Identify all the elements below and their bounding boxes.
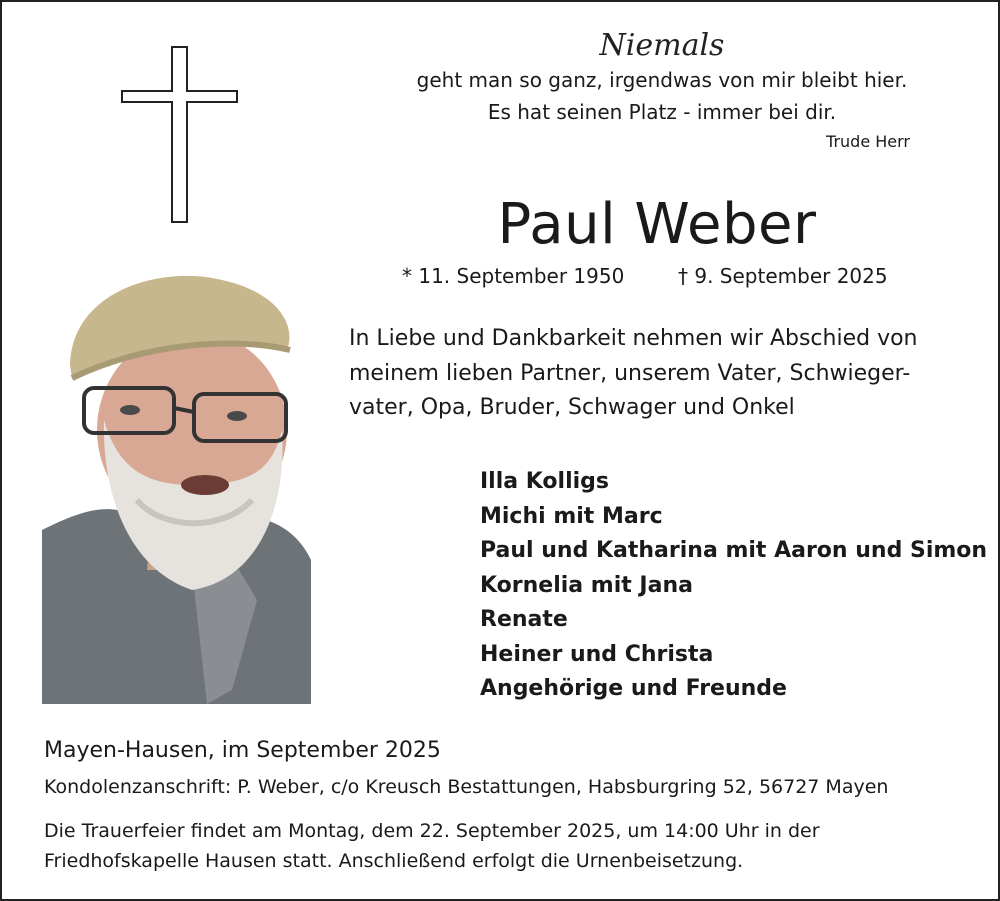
death-date: † 9. September 2025 (678, 264, 888, 288)
birth-date: * 11. September 1950 (402, 264, 625, 288)
intro-line: meinem lieben Partner, unserem Vater, Schwieger- (349, 360, 911, 386)
intro-text (349, 322, 969, 426)
intro-line: In Liebe und Dankbarkeit nehmen wir Abschied von (349, 326, 918, 351)
ceremony-info (44, 816, 820, 876)
intro-line: vater, Opa, Bruder, Schwager und Onkel (349, 395, 795, 420)
deceased-name: Paul Weber (497, 192, 817, 257)
mourner-name: Michi mit Marc (480, 503, 663, 529)
mourner-name: Renate (480, 607, 568, 632)
cross-icon (121, 46, 239, 224)
quote-author: Trude Herr (826, 132, 910, 151)
quote-line-1: geht man so ganz, irgendwas von mir bleibt hier. (416, 68, 908, 92)
mourner-name: Kornelia mit Jana (480, 572, 693, 598)
portrait-photo (42, 270, 311, 704)
ceremony-line: Friedhofskapelle Hausen statt. Anschließend erfolgt die Urnenbeisetzung. (44, 850, 744, 872)
mourner-name: Illa Kolligs (480, 469, 610, 494)
mourner-name: Paul und Katharina mit Aaron und Simon (480, 538, 988, 563)
quote-heading: Niemals (599, 28, 725, 63)
mourner-name: Angehörige und Freunde (480, 676, 787, 701)
place-date: Mayen-Hausen, im September 2025 (44, 738, 441, 763)
condolence-address: Kondolenzanschrift: P. Weber, c/o Kreusch Bestattungen, Habsburgring 52, 56727 Mayen (44, 776, 889, 798)
mourner-name: Heiner und Christa (480, 641, 714, 667)
quote-line-2: Es hat seinen Platz - immer bei dir. (487, 100, 837, 124)
mourners-list (480, 465, 987, 707)
ceremony-line: Die Trauerfeier findet am Montag, dem 22. September 2025, um 14:00 Uhr in der (44, 820, 820, 842)
